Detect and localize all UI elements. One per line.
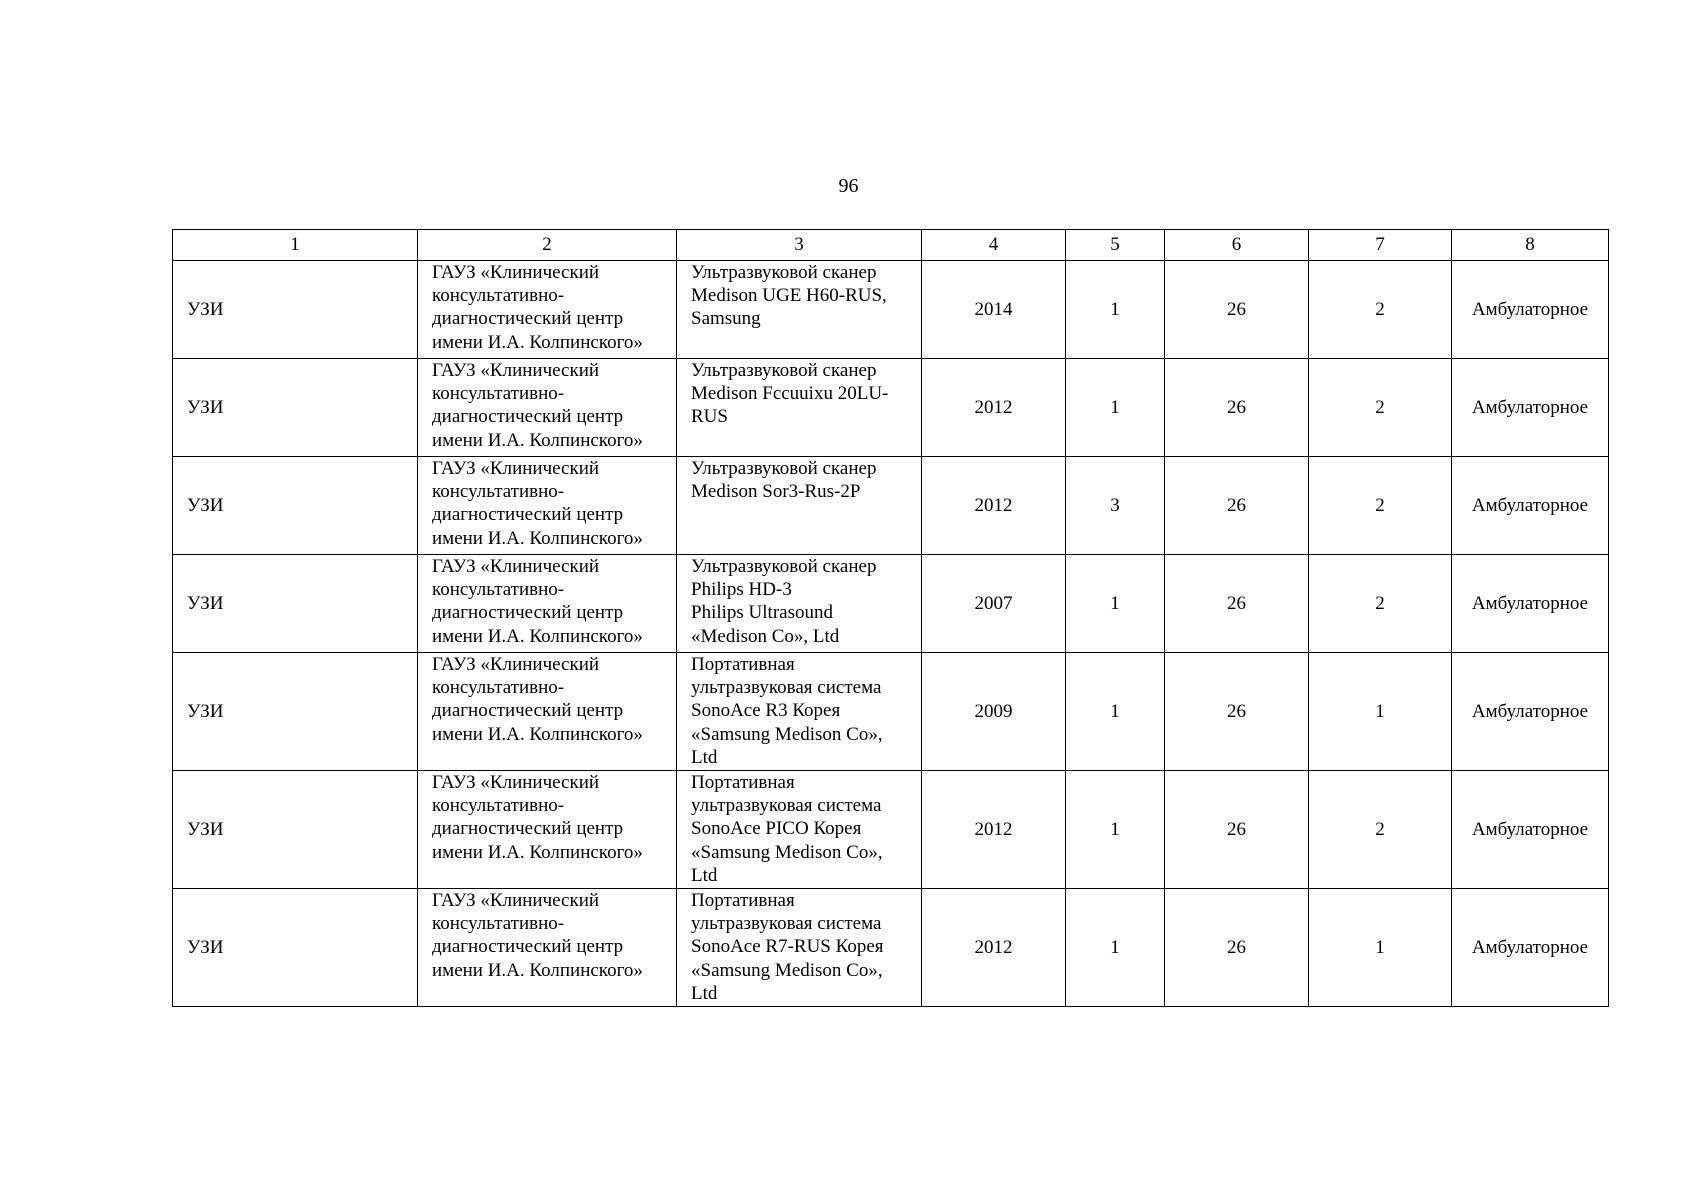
quantity-cell: 3 [1066, 457, 1165, 555]
year-cell: 2014 [922, 261, 1066, 359]
institution-cell [418, 555, 677, 653]
value-cell: 2 [1309, 457, 1452, 555]
text-line: диагностический центр [432, 308, 624, 330]
value-cell: 26 [1165, 889, 1309, 1007]
text-line: «Samsung Medison Co», [691, 723, 883, 745]
value-cell: 1 [1309, 653, 1452, 771]
text-line: Ltd [691, 864, 718, 886]
value-cell: 2 [1309, 555, 1452, 653]
mode-cell: Амбулаторное [1452, 771, 1609, 889]
table-row [173, 261, 1609, 359]
text-line: SonoAce R3 Корея [691, 700, 841, 722]
text-line: ГАУЗ «Клинический [432, 556, 600, 577]
text-line: имени И.А. Колпинского» [432, 331, 643, 353]
text-line: диагностический центр [432, 700, 624, 722]
text-line: ГАУЗ «Клинический [432, 360, 600, 381]
text-line: ГАУЗ «Клинический [432, 654, 600, 675]
text-line: имени И.А. Колпинского» [432, 959, 643, 981]
institution-cell [418, 653, 677, 771]
text-line: Medison Sor3-Rus-2P [691, 481, 861, 503]
institution-cell [418, 359, 677, 457]
table-row [173, 555, 1609, 653]
value-cell: 26 [1165, 653, 1309, 771]
text-line: SonoAce PICO Корея [691, 818, 862, 840]
text-line: ультразвуковая система [691, 677, 882, 699]
text-line: имени И.А. Колпинского» [432, 841, 643, 863]
column-header: 5 [1066, 230, 1165, 261]
text-line: консультативно- [432, 383, 565, 405]
mode-cell: Амбулаторное [1452, 555, 1609, 653]
text-line: Портативная [691, 772, 795, 793]
institution-cell [418, 457, 677, 555]
text-line: ультразвуковая система [691, 795, 882, 817]
column-header: 1 [173, 230, 418, 261]
column-header: 2 [418, 230, 677, 261]
year-cell: 2012 [922, 457, 1066, 555]
equipment-cell [677, 359, 922, 457]
table-row [173, 359, 1609, 457]
value-cell: 26 [1165, 771, 1309, 889]
exam-type-cell: УЗИ [173, 771, 418, 889]
mode-cell: Амбулаторное [1452, 359, 1609, 457]
text-line: ГАУЗ «Клинический [432, 772, 600, 793]
table-row [173, 653, 1609, 771]
text-line: Ультразвуковой сканер [691, 458, 877, 479]
quantity-cell: 1 [1066, 653, 1165, 771]
year-cell: 2012 [922, 359, 1066, 457]
table-row [173, 771, 1609, 889]
mode-cell: Амбулаторное [1452, 653, 1609, 771]
page-number: 96 [838, 175, 859, 197]
year-cell: 2012 [922, 889, 1066, 1007]
text-line: Портативная [691, 890, 795, 911]
exam-type-cell: УЗИ [173, 261, 418, 359]
text-line: «Medison Co», Ltd [691, 625, 840, 647]
column-header: 3 [677, 230, 922, 261]
value-cell: 26 [1165, 359, 1309, 457]
quantity-cell: 1 [1066, 771, 1165, 889]
text-line: SonoAce R7-RUS Корея [691, 936, 884, 958]
equipment-cell [677, 555, 922, 653]
year-cell: 2012 [922, 771, 1066, 889]
quantity-cell: 1 [1066, 555, 1165, 653]
text-line: имени И.А. Колпинского» [432, 527, 643, 549]
text-line: Ультразвуковой сканер [691, 262, 877, 283]
text-line: имени И.А. Колпинского» [432, 625, 643, 647]
exam-type-cell: УЗИ [173, 359, 418, 457]
text-line: ГАУЗ «Клинический [432, 458, 600, 479]
table-row [173, 457, 1609, 555]
exam-type-cell: УЗИ [173, 555, 418, 653]
text-line: диагностический центр [432, 818, 624, 840]
text-line: RUS [691, 406, 728, 428]
text-line: «Samsung Medison Co», [691, 841, 883, 863]
text-line: Ультразвуковой сканер [691, 556, 877, 577]
equipment-cell [677, 457, 922, 555]
column-header: 6 [1165, 230, 1309, 261]
text-line: ГАУЗ «Клинический [432, 262, 600, 283]
text-line: консультативно- [432, 677, 565, 699]
exam-type-cell: УЗИ [173, 889, 418, 1007]
institution-cell [418, 889, 677, 1007]
text-line: консультативно- [432, 795, 565, 817]
text-line: консультативно- [432, 481, 565, 503]
mode-cell: Амбулаторное [1452, 889, 1609, 1007]
value-cell: 2 [1309, 771, 1452, 889]
value-cell: 26 [1165, 555, 1309, 653]
quantity-cell: 1 [1066, 359, 1165, 457]
text-line: Philips HD-3 [691, 579, 792, 601]
text-line: «Samsung Medison Co», [691, 959, 883, 981]
column-header: 4 [922, 230, 1066, 261]
text-line: Ltd [691, 746, 718, 768]
exam-type-cell: УЗИ [173, 457, 418, 555]
text-line: консультативно- [432, 913, 565, 935]
quantity-cell: 1 [1066, 889, 1165, 1007]
value-cell: 1 [1309, 889, 1452, 1007]
equipment-cell [677, 261, 922, 359]
value-cell: 26 [1165, 261, 1309, 359]
institution-cell [418, 771, 677, 889]
mode-cell: Амбулаторное [1452, 457, 1609, 555]
text-line: консультативно- [432, 285, 565, 307]
text-line: ГАУЗ «Клинический [432, 890, 600, 911]
text-line: Medison Fccuuixu 20LU- [691, 383, 889, 405]
column-header: 7 [1309, 230, 1452, 261]
value-cell: 26 [1165, 457, 1309, 555]
text-line: диагностический центр [432, 602, 624, 624]
text-line: диагностический центр [432, 504, 624, 526]
text-line: имени И.А. Колпинского» [432, 723, 643, 745]
equipment-cell [677, 653, 922, 771]
text-line: диагностический центр [432, 406, 624, 428]
text-line: имени И.А. Колпинского» [432, 429, 643, 451]
table-row [173, 889, 1609, 1007]
exam-type-cell: УЗИ [173, 653, 418, 771]
text-line: Портативная [691, 654, 795, 675]
text-line: Ltd [691, 982, 718, 1004]
column-header: 8 [1452, 230, 1609, 261]
equipment-table [172, 229, 1609, 1007]
equipment-cell [677, 771, 922, 889]
header-row [173, 230, 1609, 261]
mode-cell: Амбулаторное [1452, 261, 1609, 359]
value-cell: 2 [1309, 261, 1452, 359]
year-cell: 2009 [922, 653, 1066, 771]
value-cell: 2 [1309, 359, 1452, 457]
text-line: Philips Ultrasound [691, 602, 833, 624]
quantity-cell: 1 [1066, 261, 1165, 359]
text-line: Ультразвуковой сканер [691, 360, 877, 381]
text-line: Medison UGE H60-RUS, [691, 285, 887, 307]
institution-cell [418, 261, 677, 359]
text-line: консультативно- [432, 579, 565, 601]
year-cell: 2007 [922, 555, 1066, 653]
text-line: Samsung [691, 308, 761, 330]
text-line: диагностический центр [432, 936, 624, 958]
equipment-cell [677, 889, 922, 1007]
text-line: ультразвуковая система [691, 913, 882, 935]
